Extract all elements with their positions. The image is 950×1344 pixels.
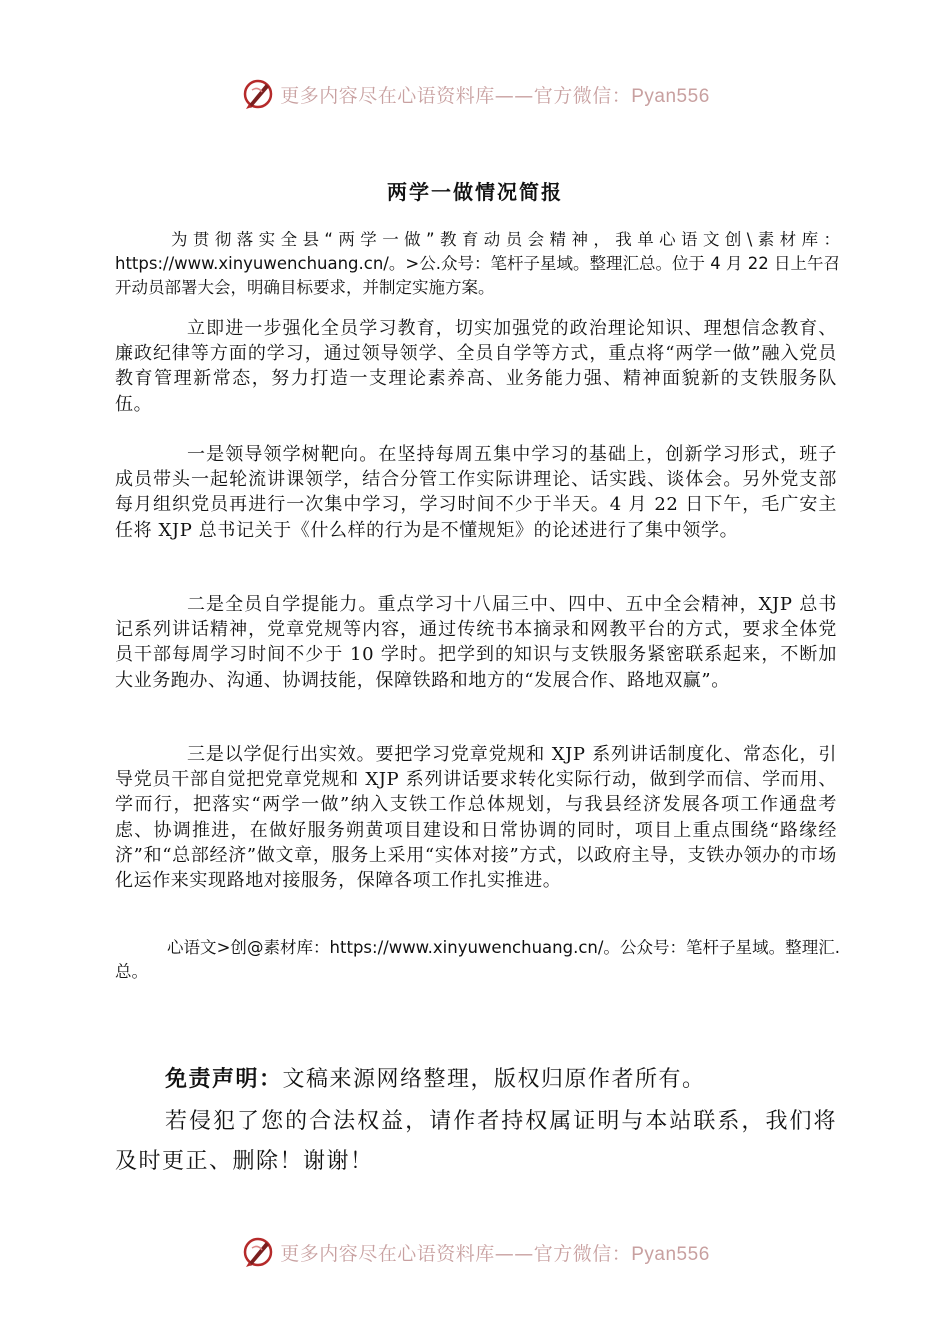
footer-site-name: 更多内容尽在心语资料库	[280, 1242, 495, 1265]
pen-logo-icon	[240, 76, 276, 112]
body-paragraph-4: 三是以学促行出实效。要把学习党章党规和 XJP 系列讲话制度化、常态化，引导党员干部自觉把党章党规和 XJP 系列讲话要求转化实际行动，做到学而信、学而用、学而行，把落实“两学一做”纳入支铁工作总体规划，与我县经济发展各项工作通盘考虑、协调推进，在做好服务朔黄项目建设和日常协调的同时，项目上重点围绕“路缘经济”和“总部经济”做文章，服务上采用“实体对接”方式，以政府主导，支铁办领办的市场化运作来实现路地对接服务，保障各项工作扎实推进。	[115, 744, 837, 892]
footer-dash: ——	[494, 1242, 534, 1265]
disclaimer-label: 免责声明：	[165, 1067, 283, 1092]
body-paragraph-2: 一是领导领学树靶向。在坚持每周五集中学习的基础上，创新学习形式，班子成员带头一起轮流讲课领学，结合分管工作实际讲理论、话实践、谈体会。另外党支部每月组织党员再进行一次集中学习，学习时间不少于半天。4 月 22 日下午，毛广安主任将 XJP 总书记关于《什么样的行为是不懂规矩》的论述进行了集中领学。	[115, 444, 837, 541]
outro-paragraph: 心语文>创@素材库：https://www.xinyuwenchuang.cn/。公众号：笔杆子星域。整理汇.总。	[115, 938, 840, 981]
header-banner	[0, 74, 950, 114]
footer-wechat-id: Pyan556	[631, 1243, 710, 1265]
body-paragraph-1: 立即进一步强化全员学习教育，切实加强党的政治理论知识、理想信念教育、廉政纪律等方面的学习，通过领导领学、全员自学等方式，重点将“两学一做”融入党员教育管理新常态，努力打造一支理论素养高、业务能力强、精神面貌新的支铁服务队伍。	[115, 318, 837, 415]
banner-dash: ——	[494, 84, 534, 107]
footer-banner	[0, 1232, 950, 1272]
footer-banner-text	[280, 1239, 710, 1266]
document-title: 两学一做情况简报	[387, 180, 563, 204]
intro-paragraph: 为贯彻落实全县“两学一做”教育动员会精神，我单心语文创\素材库：https://www.xinyuwenchuang.cn/。>公.众号：笔杆子星域。整理汇总。位于 4 月 22 日上午召开动员部署大会，明确目标要求，并制定实施方案。	[115, 230, 840, 297]
banner-site-name: 更多内容尽在心语资料库	[280, 84, 495, 107]
pen-logo-icon	[240, 1234, 276, 1270]
banner-wechat-label: 官方微信：	[533, 84, 632, 107]
disclaimer-text-1: 文稿来源网络整理，版权归原作者所有。	[282, 1067, 706, 1092]
disclaimer-line-2: 若侵犯了您的合法权益，请作者持权属证明与本站联系，我们将及时更正、删除！谢谢！	[115, 1109, 837, 1174]
banner-text	[280, 81, 710, 108]
body-paragraph-3: 二是全员自学提能力。重点学习十八届三中、四中、五中全会精神，XJP 总书记系列讲话精神，党章党规等内容，通过传统书本摘录和网教平台的方式，要求全体党员干部每周学习时间不少于 10 学时。把学到的知识与支铁服务紧密联系起来，不断加大业务跑办、沟通、协调技能，保障铁路和地方的“发展合作、路地双赢”。	[115, 594, 837, 691]
footer-wechat-label: 官方微信：	[533, 1242, 632, 1265]
banner-wechat-id: Pyan556	[631, 85, 710, 107]
disclaimer-line-1	[165, 1060, 837, 1100]
